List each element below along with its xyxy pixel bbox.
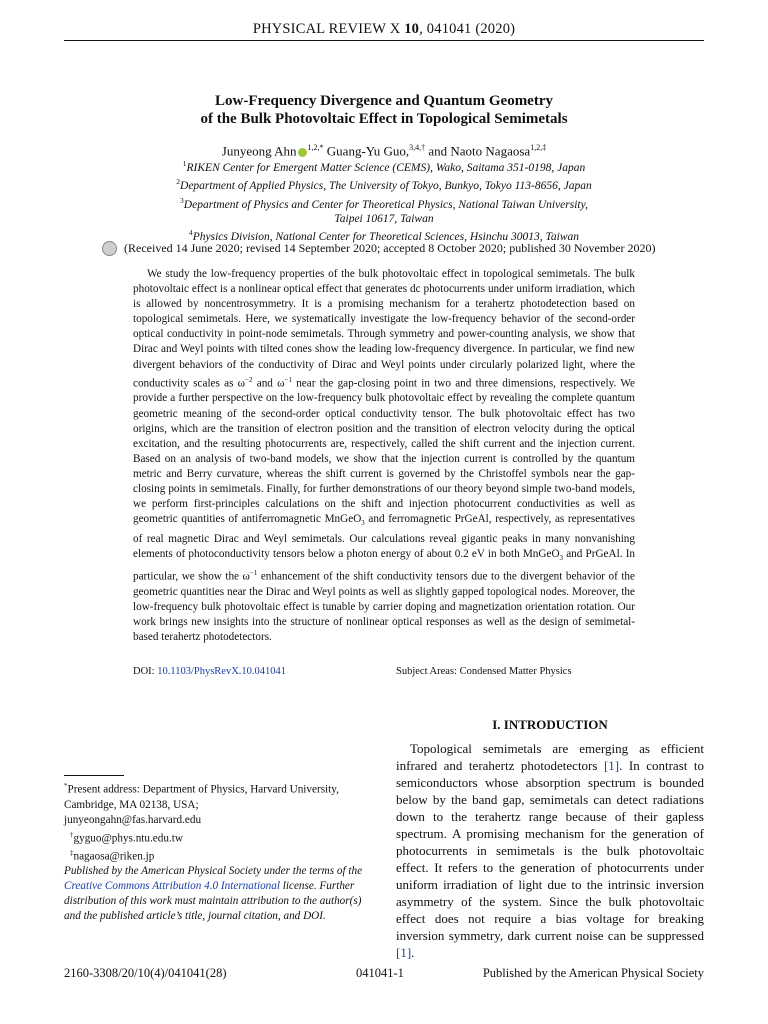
running-header xyxy=(64,18,704,41)
affiliation-3-cont: Taipei 10617, Taiwan xyxy=(334,212,434,225)
abstract: We study the low-frequency properties of the bulk photovoltaic effect in topological semimetals. The bulk photovoltaic effect is a nonlinear optical effect that generates dc photocurrents under uniform irradiation, which is allowed by noncentrosymmetry. It is a promising mechanism for a terahertz photodetection based on topological semimetals. Here, we systematically investigate the low-frequency behavior of the second-order optical conductivity in point-node semimetals. Through symmetry and power-counting analysis, we show that Dirac and Weyl points with tilted cones show the leading low-frequency divergence. In particular, we find new divergent behaviors of the conductivity of Dirac and Weyl points under circularly polarized light, where the conductivity scales as $\omega^{-2}$ and $\omega^{-1}$ near the gap-closing point in two and three dimensions, respectively. We provide a further perspective on the low-frequency bulk photovoltaic effect by revealing the complete quantum geometric meaning of the second-order optical conductivity tensor. The bulk photovoltaic effect has two origins, which are the transition of electron position and the transition of electron velocity during the optical excitation, and the resulting photocurrents are, respectively, called the shift current and the injection current. Based on an analysis of two-band models, we show that the injection current is controlled by the quantum metric and Berry curvature, whereas the shift current is governed by the Christoffel symbols near the gap-closing points in semimetals. Finally, for further demonstrations of our theory beyond simple two-band models, we perform first-principles calculations on the shift and injection photocurrent conductivities as well as geometric quantities of antiferromagnetic MnGeO$_3$ and ferromagnetic PrGeAl, respectively, as representatives of real magnetic Dirac and Weyl semimetals. Our calculations reveal gigantic peaks in many nonvanishing elements of photoconductivity tensors below a photon energy of about 0.2 eV in both MnGeO$_3$ and PrGeAl. In particular, we show the $\omega^{-1}$ enhancement of the shift conductivity tensors due to the divergent behavior of the geometric quantities near the Dirac and Weyl points as well as slightly gapped topological nodes. Moreover, the low-frequency bulk photovoltaic effect is tunable by carrier doping and magnetization orientation rotation. Our work brings new insights into the structure of nonlinear optical responses as well as the design of semimetal-based terahertz photodetectors. xyxy=(133,268,636,644)
volume-number: 10 xyxy=(404,21,420,37)
orcid-icon[interactable] xyxy=(298,148,307,157)
author-2[interactable]: Guang-Yu Guo, xyxy=(323,143,410,159)
footnote-3: ‡nagaosa@riken.jp xyxy=(70,849,155,864)
doi-label: DOI: xyxy=(133,666,158,677)
footnote-2: †gyguo@phys.ntu.edu.tw xyxy=(70,830,183,845)
affiliation-4: $^4$Physics Division, National Center for Theoretical Sciences, Hsinchu 30013, Taiwan xyxy=(188,228,580,244)
citation-link[interactable]: [1] xyxy=(603,758,620,773)
paper-title xyxy=(64,92,704,128)
section-heading: I. INTRODUCTION xyxy=(492,717,608,732)
journal-name: PHYSICAL REVIEW X xyxy=(252,21,405,37)
affiliations xyxy=(64,157,704,245)
author-1[interactable]: Junyeong Ahn xyxy=(221,143,297,159)
footnote-1-email: junyeongahn@fas.harvard.edu xyxy=(64,813,202,826)
author-2-affil: 3,4,† xyxy=(409,143,426,152)
author-3[interactable]: and Naoto Nagaosa xyxy=(425,143,531,159)
footnote-1: *Present address: Department of Physics, Harvard University, Cambridge, MA 02138, USA; xyxy=(64,782,339,811)
affiliation-3: $^3$Department of Physics and Center for Theoretical Physics, National Taiwan University, xyxy=(180,195,588,211)
footnote-rule xyxy=(64,775,124,776)
license-link[interactable]: Creative Commons Attribution 4.0 International xyxy=(64,880,280,892)
received-dates: (Received 14 June 2020; revised 14 September 2020; accepted 8 October 2020; published 30 November 2020) xyxy=(124,241,656,255)
title-line-1: Low-Frequency Divergence and Quantum Geometry xyxy=(214,93,553,109)
author-1-affil: 1,2,* xyxy=(307,143,324,152)
doi xyxy=(133,666,286,677)
article-number: , 041041 (2020) xyxy=(419,21,516,37)
affiliation-1: $^1$RIKEN Center for Emergent Matter Science (CEMS), Wako, Saitama 351-0198, Japan xyxy=(182,159,586,174)
citation-link[interactable]: [1] xyxy=(396,945,412,960)
footer-issn: 2160-3308/20/10(4)/041041(28) xyxy=(64,966,227,980)
license-note: Published by the American Physical Society under the terms of the Creative Commons Attribution 4.0 International license. Further distribution of this work must maintain attribution to the author(s) and the published article’s title, journal citation, and DOI. xyxy=(64,865,363,922)
footnotes xyxy=(64,779,372,865)
crossmark-icon[interactable] xyxy=(102,241,117,256)
footer-page: 041041-1 xyxy=(356,966,404,980)
subject-areas: Subject Areas: Condensed Matter Physics xyxy=(396,666,572,677)
footer-publisher: Published by the American Physical Society xyxy=(482,966,704,980)
intro-paragraph: Topological semimetals are emerging as efficient infrared and terahertz photodetectors [1]. In contrast to semiconductors whose absorption spectrum is bounded below by the band gap, semimetals can detect radiations down to the terahertz range because of their gapless spectrum. A promising mechanism for the generation of photocurrents in semimetals is the bulk photovoltaic effect. It refers to the generation of photocurrents under uniform irradiation of light due to the intrinsic inversion asymmetry of the system. Since the bulk photovoltaic effect does not require a bias voltage for breaking inversion symmetry, dark current noise can be suppressed [1]. xyxy=(396,741,705,960)
title-line-2: of the Bulk Photovoltaic Effect in Topological Semimetals xyxy=(200,111,568,127)
affiliation-2: $^2$Department of Applied Physics, The University of Tokyo, Bunkyo, Tokyo 113-8656, Japan xyxy=(176,177,592,193)
doi-link[interactable]: 10.1103/PhysRevX.10.041041 xyxy=(157,666,287,677)
author-3-affil: 1,2,‡ xyxy=(530,143,547,152)
